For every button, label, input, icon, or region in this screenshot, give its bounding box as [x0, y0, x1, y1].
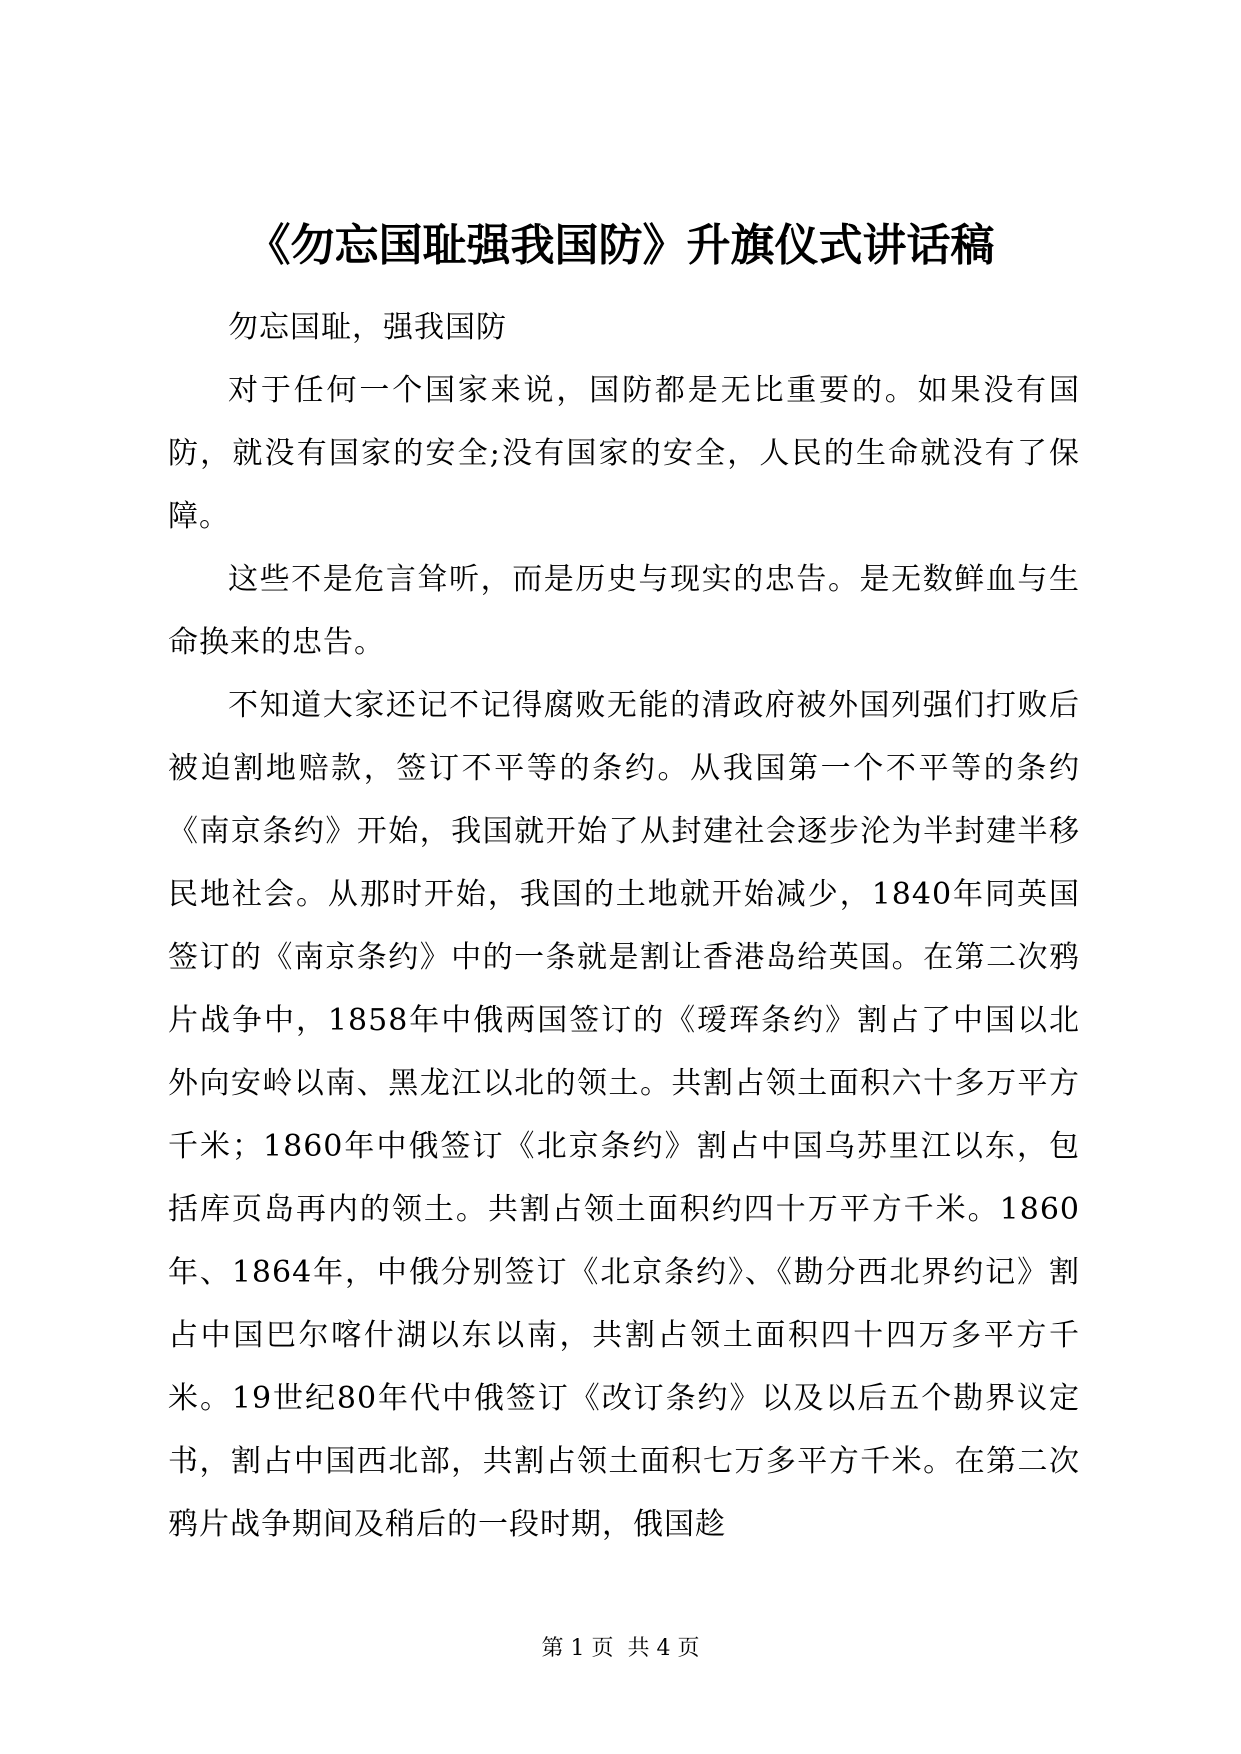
document-title: 《勿忘国耻强我国防》升旗仪式讲话稿 — [246, 220, 995, 271]
page-number: 第 1 页 共 4 页 — [541, 1636, 700, 1661]
document-body — [168, 296, 1080, 1556]
paragraph-intro: 对于任何一个国家来说，国防都是无比重要的。如果没有国防，就没有国家的安全;没有国家的安全，人民的生命就没有了保障。 — [168, 373, 1080, 534]
page-footer — [0, 1634, 1241, 1664]
paragraph-history: 不知道大家还记不记得腐败无能的清政府被外国列强们打败后被迫割地赔款，签订不平等的条约。从我国第一个不平等的条约《南京条约》开始，我国就开始了从封建社会逐步沦为半封建半移民地社会。从那时开始，我国的土地就开始减少，1840年同英国签订的《南京条约》中的一条就是割让香港岛给英国。在第二次鸦片战争中，1858年中俄两国签订的《瑷珲条约》割占了中国以北外向安岭以南、黑龙江以北的领土。共割占领土面积六十多万平方千米；1860年中俄签订《北京条约》割占中国乌苏里江以东，包括库页岛再内的领土。共割占领土面积约四十万平方千米。1860年、1864年，中俄分别签订《北京条约》、《勘分西北界约记》割占中国巴尔喀什湖以东以南，共割占领土面积四十四万多平方千米。19世纪80年代中俄签订《改订条约》以及以后五个勘界议定书，割占中国西北部，共割占领土面积七万多平方千米。在第二次鸦片战争期间及稍后的一段时期，俄国趁 — [168, 688, 1080, 1542]
paragraph-subtitle: 勿忘国耻，强我国防 — [228, 310, 507, 345]
paragraph-warning: 这些不是危言耸听，而是历史与现实的忠告。是无数鲜血与生命换来的忠告。 — [168, 562, 1080, 660]
